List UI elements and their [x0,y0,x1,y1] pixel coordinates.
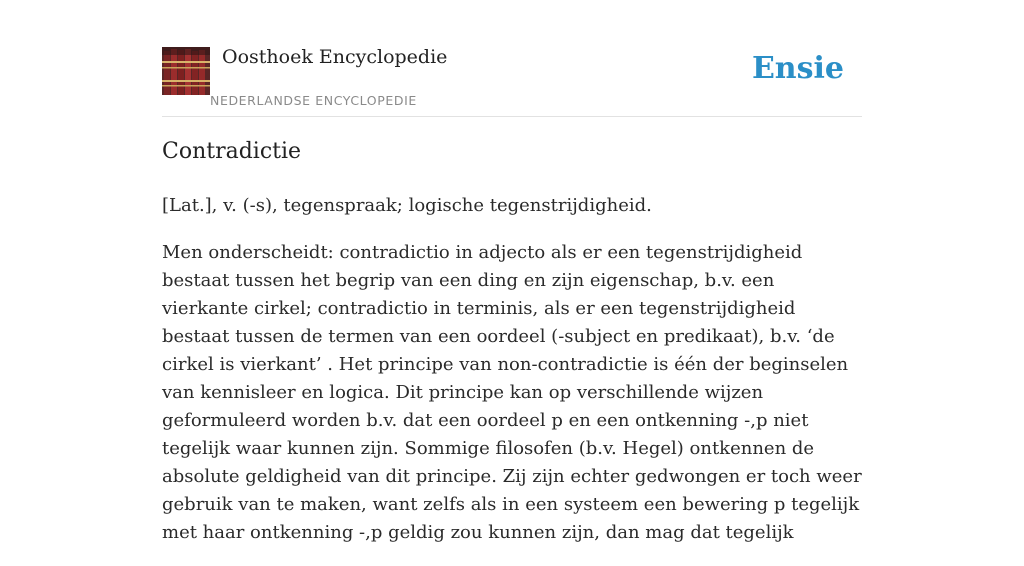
site-subtitle: NEDERLANDSE ENCYCLOPEDIE [210,93,417,108]
books-image-icon [162,47,210,95]
entry-title: Contradictie [162,139,302,164]
entry-body [162,192,862,566]
ensie-logo[interactable]: Ensie [751,51,844,86]
entry-definition: [Lat.], v. (-s), tegenspraak; logische tegenstrijdigheid. [162,195,652,216]
encyclopedia-books-avatar[interactable] [162,47,210,95]
site-title[interactable]: Oosthoek Encyclopedie [222,46,448,68]
site-header [162,46,862,117]
entry-paragraph: Men onderscheidt: contradictio in adjecto als er een tegenstrijdigheid bestaat tussen het begrip van een ding en zijn eigenschap, b.v. een vierkante cirkel; contradictio in terminis, als er een tegenstrijdigheid bestaat tussen de termen van een oordeel (-subject en predikaat), b.v. ‘de cirkel is vierkant’ . Het principe van non-contradictie is één der beginselen van kennisleer en logica. Dit principe kan op verschillende wijzen geformuleerd worden b.v. dat een oordeel p en een ontkenning -,p niet tegelijk waar kunnen zijn. Sommige filosofen (b.v. Hegel) ontkennen de absolute geldigheid van dit principe. Zij zijn echter gedwongen er toch weer gebruik van te maken, want zelfs als in een systeem een bewering p tegelijk met haar ontkenning -,p geldig zou kunnen zijn, dan mag dat tegelijk [162,242,862,543]
